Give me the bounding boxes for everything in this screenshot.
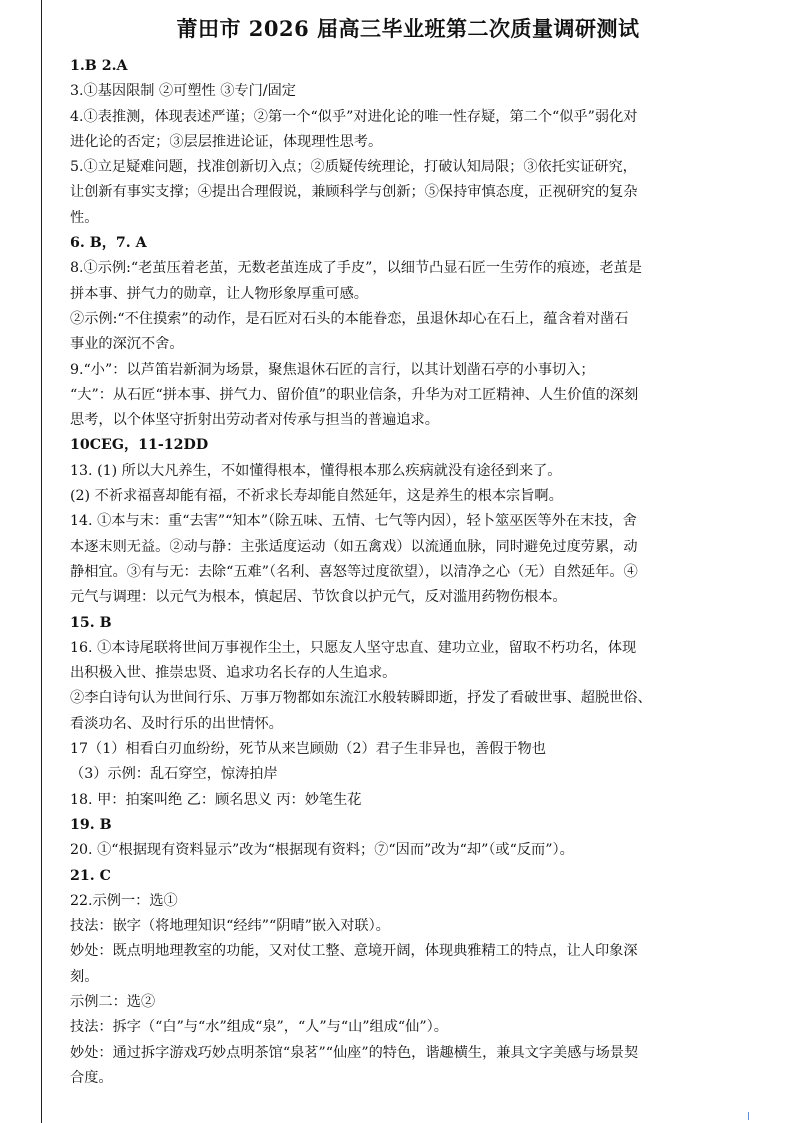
answer-line: 合度。 [70,1069,113,1086]
answer-line: 元气与调理：以元气为根本，慎起居、节饮食以护元气，反对滥用药物伤根本。 [70,589,567,606]
answer-line: 14. ①本与末：重“去害”“知本”（除五味、五情、七气等内因），轻卜筮巫医等外在末技，舍 [70,513,637,530]
answer-line: 妙处：通过拆字游戏巧妙点明茶馆“泉茗”“仙座”的特色，谐趣横生，兼具文字美感与场景契 [70,1044,639,1061]
answer-line: 技法：嵌字（将地理知识“经纬”“阴晴”嵌入对联）。 [70,918,390,935]
answer-line: 8.①示例:“老茧压着老茧，无数老茧连成了手皮”，以细节凸显石匠一生劳作的痕迹，老茧是 [70,260,642,277]
answer-line: 19. B [70,816,112,833]
answer-line: 技法：拆字（“白”与“水”组成“泉”，“人”与“山”组成“仙”）。 [70,1019,448,1036]
answer-line: 10CEG，11-12DD [70,437,209,454]
answer-line: 21. C [70,867,111,884]
answer-line: 出积极入世、推崇忠贤、追求功名长存的人生追求。 [70,665,397,682]
answer-line: 22.示例一：选① [70,892,178,909]
answer-line: 进化论的否定；③层层推进论证，体现理性思考。 [70,133,383,150]
answer-line: 18. 甲：拍案叫绝 乙：顾名思义 丙：妙笔生花 [70,791,362,808]
answer-line: （3）示例：乱石穿空，惊涛拍岸 [70,766,278,783]
answer-line: 让创新有事实支撑；④提出合理假说，兼顾科学与创新；⑤保持审慎态度，正视研究的复杂 [70,184,638,201]
answer-line: 17（1）相看白刃血纷纷，死节从来岂顾勋（2）君子生非异也，善假于物也 [70,741,546,758]
answer-line: 本逐末则无益。②动与静：主张适度运动（如五禽戏）以流通血脉，同时避免过度劳累，动 [70,538,638,555]
answer-line: 9.“小”：以芦笛岩新洞为场景，聚焦退休石匠的言行，以其计划凿石亭的小事切入； [70,361,595,378]
answer-list [70,54,746,1091]
answer-line: 看淡功名、及时行乐的出世情怀。 [70,715,283,732]
answer-line: 4.①表推测，体现表述严谨；②第一个“似乎”对进化论的唯一性存疑，第二个“似乎”弱化对 [70,108,638,125]
answer-line: 示例二：选② [70,993,156,1010]
answer-line: ②李白诗句认为世间行乐、万事万物都如东流江水般转瞬即逝，抒发了看破世事、超脱世俗、 [70,690,652,707]
answer-line: 1.B 2.A [70,58,128,74]
answer-line: 16. ①本诗尾联将世间万事视作尘土，只愿友人坚守忠直、建功立业，留取不朽功名，体现 [70,639,637,656]
corner-tick-mark [748,1112,749,1120]
answer-line: 5.①立足疑难问题，找准创新切入点；②质疑传统理论，打破认知局限；③依托实证研究， [70,159,637,176]
answer-line: 6. B，7. A [70,235,147,252]
answer-line: 妙处：既点明地理教室的功能，又对仗工整、意境开阔，体现典雅精工的特点，让人印象深 [70,943,638,960]
page-title: 莆田市 2026 届高三毕业班第二次质量调研测试 [176,16,640,41]
answer-line: 20. ①“根据现有资料显示”改为“根据现有资料；⑦“因而”改为“却”（或“反而”）。 [70,842,574,859]
answer-line: 事业的深沉不舍。 [70,336,184,353]
answer-line: 13. (1) 所以大凡养生，不如懂得根本，懂得根本那么疾病就没有途径到来了。 [70,462,562,479]
answer-line: 思考，以个体坚守折射出劳动者对传承与担当的普遍追求。 [70,412,439,429]
answer-line: 静相宜。③有与无：去除“五难”（名利、喜怒等过度欲望），以清净之心（无）自然延年。④ [70,563,638,580]
answer-line: 拼本事、拼气力的勋章，让人物形象厚重可感。 [70,285,368,302]
answer-sheet [70,14,746,1091]
answer-line: (2) 不祈求福喜却能有福，不祈求长寿却能自然延年，这是养生的根本宗旨啊。 [70,488,563,505]
answer-line: 3.①基因限制 ②可塑性 ③专门/固定 [70,83,296,100]
answer-line: 15. B [70,614,112,631]
left-margin-rule [41,0,42,1123]
answer-line: “大”：从石匠“拼本事、拼气力、留价值”的职业信条，升华为对工匠精神、人生价值的深刻 [70,386,639,403]
answer-line: 性。 [70,209,99,226]
answer-line: 刻。 [70,968,99,985]
answer-line: ②示例:“不住摸索”的动作，是石匠对石头的本能眷恋，虽退休却心在石上，蕴含着对凿石 [70,310,629,327]
